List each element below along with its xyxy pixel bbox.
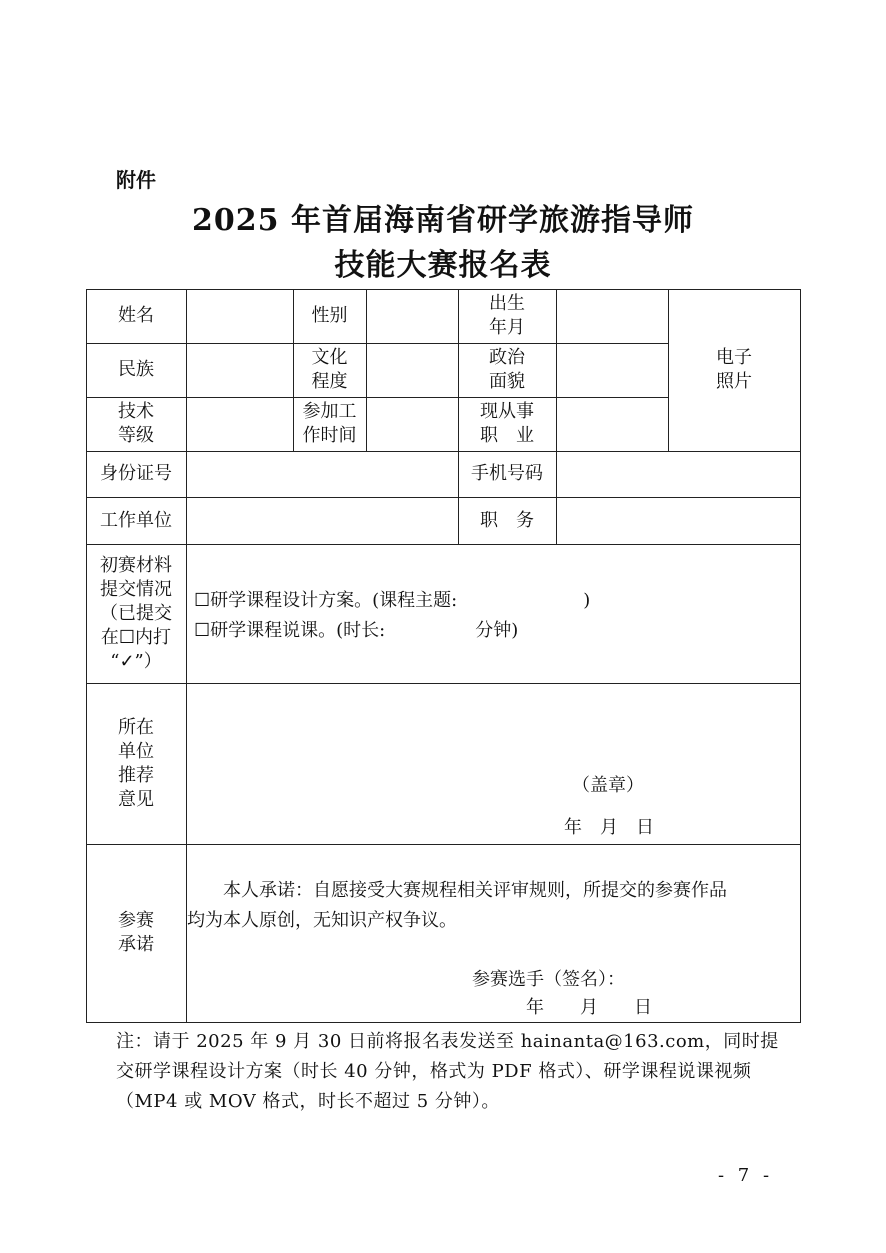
work-start-label: 参加工 作时间 (302, 401, 357, 446)
form-title-line1: 2025 年首届海南省研学旅游指导师 (192, 203, 694, 238)
occupation-label: 现从事 职 业 (480, 401, 534, 446)
materials-label: 初赛材料 提交情况 （已提交 在☐内打 “✓”） (100, 554, 172, 672)
political-status-field[interactable] (557, 344, 668, 397)
pledge-text-line1: 本人承诺：自愿接受大赛规程相关评审规则，所提交的参赛作品 (187, 880, 727, 901)
recommendation-date: 年 月 日 (564, 817, 654, 838)
course-design-checkbox-line[interactable]: ☐研学课程设计方案。(课程主题: ) (194, 590, 591, 611)
pledge-label: 参赛 承诺 (118, 910, 154, 955)
signature-label: 参赛选手（签名）： (472, 969, 625, 990)
birth-date-field[interactable] (557, 290, 668, 343)
id-number-field[interactable] (187, 452, 458, 497)
education-label: 文化 程度 (311, 347, 348, 392)
skill-level-field[interactable] (187, 398, 293, 451)
row-divider-6 (86, 683, 801, 684)
education-field[interactable] (367, 344, 458, 397)
gender-label: 性别 (311, 305, 348, 326)
name-field[interactable] (187, 290, 293, 343)
course-presentation-checkbox-line[interactable]: ☐研学课程说课。(时长: 分钟) (194, 620, 519, 641)
form-title-line2: 技能大赛报名表 (334, 248, 552, 283)
gender-field[interactable] (367, 290, 458, 343)
ethnicity-field[interactable] (187, 344, 293, 397)
position-label: 职 务 (480, 509, 534, 531)
page-number: - 7 - (718, 1165, 774, 1186)
employer-field[interactable] (187, 498, 458, 544)
phone-field[interactable] (557, 452, 800, 497)
name-label: 姓名 (118, 305, 154, 326)
recommendation-label: 所在 单位 推荐 意见 (118, 716, 154, 810)
pledge-date: 年 月 日 (526, 997, 652, 1018)
row-divider-7 (86, 844, 801, 845)
attachment-label: 附件 (116, 168, 156, 192)
seal-text: （盖章） (572, 775, 644, 796)
phone-label: 手机号码 (471, 463, 543, 484)
registration-form-table (86, 289, 801, 1023)
submission-note: 注：请于 2025 年 9 月 30 日前将报名表发送至 hainanta@163.com，同时提交研学课程设计方案（时长 40 分钟，格式为 PDF 格式）、研学课程说课视频（MP4 或 MOV 格式，时长不超过 5 分钟）。 (116, 1031, 779, 1112)
skill-level-label: 技术 等级 (118, 401, 154, 446)
table-border-right (800, 289, 801, 1023)
id-number-label: 身份证号 (100, 463, 172, 484)
employer-label: 工作单位 (100, 509, 172, 531)
ethnicity-label: 民族 (118, 359, 154, 380)
row-divider-5 (86, 544, 801, 545)
birth-date-label: 出生 年月 (489, 293, 525, 338)
photo-placeholder[interactable]: 电子 照片 (716, 347, 752, 392)
work-start-field[interactable] (367, 398, 458, 451)
occupation-field[interactable] (557, 398, 668, 451)
political-status-label: 政治 面貌 (489, 347, 525, 392)
position-field[interactable] (557, 498, 800, 544)
table-border-bottom (86, 1022, 801, 1023)
pledge-text-line2: 均为本人原创，无知识产权争议。 (187, 910, 457, 931)
